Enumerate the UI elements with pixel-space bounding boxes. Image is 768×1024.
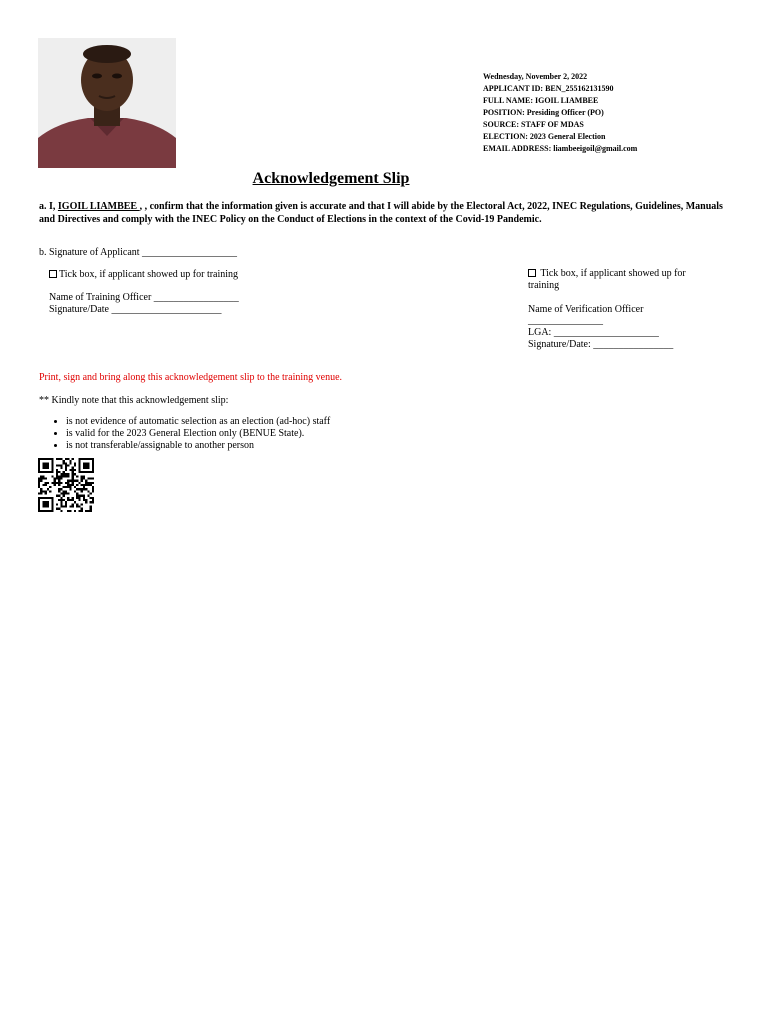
note-intro: ** Kindly note that this acknowledgement slip:	[39, 395, 229, 406]
verification-tick-label: Tick box, if applicant showed up for training	[528, 268, 686, 291]
person-portrait-icon	[38, 38, 176, 168]
declaration-text: , , confirm that the information given is accurate and that I will abide by the Electoral Act, 2022, INEC Regulations, Guidelines, Manuals and Directives and comply with the INEC Policy on the Conduct of Elections in the context of the Covid-19 Pandemic.	[39, 201, 723, 225]
verification-tick-row	[528, 268, 698, 292]
position: POSITION: Presiding Officer (PO)	[483, 108, 604, 117]
source: SOURCE: STAFF OF MDAS	[483, 120, 584, 129]
full-name: FULL NAME: IGOIL LIAMBEE	[483, 96, 599, 105]
slip-date: Wednesday, November 2, 2022	[483, 72, 588, 81]
election: ELECTION: 2023 General Election	[483, 132, 606, 141]
applicant-info	[483, 71, 753, 155]
list-item: • is valid for the 2023 General Election only (BENUE State).	[66, 428, 330, 440]
print-notice: Print, sign and bring along this acknowledgement slip to the training venue.	[39, 372, 343, 383]
verification-officer-line: _______________	[528, 315, 603, 326]
list-item: • is not transferable/assignable to another person	[66, 440, 330, 452]
applicant-photo	[38, 38, 176, 168]
training-officer-name-line: Name of Training Officer _________________	[49, 292, 239, 303]
applicant-id: APPLICANT ID: BEN_255162131590	[483, 84, 614, 93]
notes-list	[48, 416, 330, 452]
page-title: Acknowledgement Slip	[252, 170, 410, 187]
list-item: • is not evidence of automatic selection as an election (ad-hoc) staff	[66, 416, 330, 428]
declarant-name: IGOIL LIAMBEE	[57, 201, 140, 212]
qr-code	[38, 458, 94, 512]
qr-code-icon	[38, 458, 94, 512]
declaration	[39, 200, 739, 226]
lga-line: LGA: _____________________	[528, 327, 659, 338]
training-checkbox[interactable]	[49, 270, 57, 278]
verification-checkbox[interactable]	[528, 269, 536, 277]
verification-signature-line: Signature/Date: ________________	[528, 339, 674, 350]
training-tick-row	[49, 269, 238, 281]
training-tick-label: Tick box, if applicant showed up for training	[59, 269, 239, 280]
verification-officer-name: Name of Verification Officer	[528, 304, 644, 315]
training-signature-line: Signature/Date ______________________	[49, 304, 222, 315]
applicant-signature-line: b. Signature of Applicant ___________________	[39, 247, 238, 258]
declaration-prefix: a. I,	[39, 201, 58, 212]
email-address: EMAIL ADDRESS: liambeeigoil@gmail.com	[483, 144, 638, 153]
